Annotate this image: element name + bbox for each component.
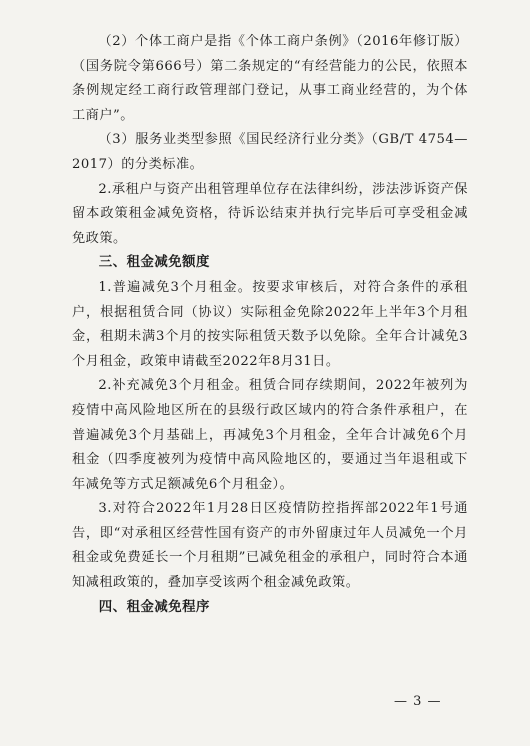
page-number: — 3 — — [394, 694, 442, 709]
paragraph-stacked-reduction: 3.对符合2022年1月28日区疫情防控指挥部2022年1号通告，即“对承租区经营性国有资产的市外留康过年人员减免一个月租金或免费延长一个月租期”已减免租金的承租户，同时符合本通知减租政策的，叠加享受该两个租金减免政策。 — [72, 501, 468, 591]
paragraph-general-reduction: 1.普遍减免3个月租金。按要求审核后，对符合条件的承租户，根据租赁合同（协议）实际租金免除2022年上半年3个月租金，租期未满3个月的按实际租赁天数予以免除。全年合计减免3个月租金，政策申请截至2022年8月31日。 — [72, 279, 468, 369]
section-heading-rent-reduction-amount: 三、租金减免额度 — [98, 255, 210, 271]
section-heading-rent-reduction-procedure: 四、租金减免程序 — [98, 599, 210, 615]
document-body — [72, 30, 468, 620]
paragraph-individual-business-definition: （2）个体工商户是指《个体工商户条例》（2016年修订版）（国务院令第666号）第二条规定的“有经营能力的公民，依照本条例规定经工商行政管理部门登记，从事工商业经营的，为个体工商户”。 — [72, 34, 468, 123]
paragraph-supplementary-reduction: 2.补充减免3个月租金。租赁合同存续期间，2022年被列为疫情中高风险地区所在的县级行政区域内的符合条件承租户，在普遍减免3个月基础上，再减免3个月租金，全年合计减免6个月租金（四季度被列为疫情中高风险地区的，要通过当年退租或下年减免等方式足额减免6个月租金）。 — [72, 378, 468, 492]
paragraph-service-industry-classification: （3）服务业类型参照《国民经济行业分类》（GB/T 4754—2017）的分类标准。 — [72, 132, 468, 172]
paragraph-legal-dispute: 2.承租户与资产出租管理单位存在法律纠纷，涉法涉诉资产保留本政策租金减免资格，待诉讼结束并执行完毕后可享受租金减免政策。 — [72, 181, 468, 246]
